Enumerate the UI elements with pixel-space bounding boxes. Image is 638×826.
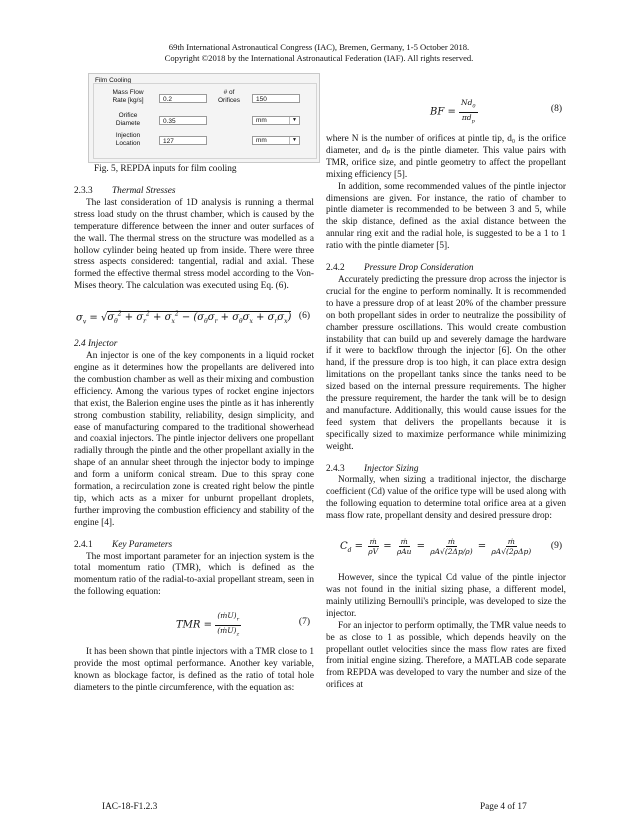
chevron-down-icon: ▼ (289, 117, 299, 124)
pressure-drop-paragraph: Accurately predicting the pressure drop across the injector is crucial for the engine to perform nominally. It is recommended to have a pressure drop of at least 20% of the chamber pressure on both propellant sides in order to neutralize the possibility of chamber pressure oscillations. This would create combustion instability that can build up and severely damage the hardware if it were to backflow through the injector [6]. On the other hand, if the pressure drop is too high, it can place extra design limitations on the propellant tanks since the tanks need to be sized based on the internal pressure requirements. The higher the pressure requirement, the harder the tank will be to design and manufacture. Additionally, this would cause issues for the feed system that delivers the propellants because it is specifically sized to maximize performance while minimizing weight. (326, 274, 566, 452)
equation-8: BF = $\frac{Nd_0}{\pi d_p}$ (8) (430, 98, 562, 124)
film-cooling-panel (88, 73, 320, 163)
section-2-4-heading: 2.4 Injector (74, 339, 118, 350)
blockage-factor-paragraph: where N is the number of orifices at pintle tip, d₀ is the orifice diameter, and dₚ is the pintle diameter. This value pairs with TMR, orifice size, and pintle geometry to affect the propellant mixing efficiency [5]. (326, 134, 566, 180)
film-cooling-group-title: Film Cooling (95, 77, 132, 84)
figure-caption: Fig. 5, REPDA inputs for film cooling (94, 164, 237, 174)
conference-header-line-1: 69th International Astronautical Congress (IAC), Bremen, Germany, 1-5 October 2018. (168, 42, 470, 52)
mass-flow-input[interactable]: 0.2 (159, 94, 207, 103)
footer-paper-id: IAC-18-F1.2.3 (102, 802, 158, 812)
orifice-diameter-label: Orifice Diamete (115, 112, 141, 127)
injector-sizing-paragraph: Normally, when sizing a traditional injector, the discharge coefficient (Cd) value of the orifice type will be used along with the following equation to determine total orifice area at a given mass flow rate, propellant density and desired pressure drop: (326, 475, 566, 522)
section-2-4-2-heading: 2.4.2 Pressure Drop Consideration (326, 263, 474, 274)
key-parameters-paragraph: The most important parameter for an injection system is the total momentum ratio (TMR), which is defined as the momentum ratio of the radial-to-axial propellant stream, seen in the following equation: (74, 551, 314, 598)
injection-location-input[interactable]: 127 (159, 136, 207, 145)
mass-flow-label: Mass Flow Rate [kg/s] (112, 89, 144, 104)
injection-location-label: Injection Location (115, 132, 141, 147)
section-2-4-1-heading: 2.4.1 Key Parameters (74, 539, 173, 550)
pintle-dimensions-paragraph: In addition, some recommended values of the pintle injector dimensions are given. For instance, the ratio of chamber to pintle diameter is recommended to be between 3 and 5, while the skip distance, defined as the axial distance between the annular ring exit and the radial hole, is suggested to be a 1 to 1 ratio with the pintle diameter [5]. (326, 181, 566, 252)
chevron-down-icon: ▼ (289, 137, 299, 144)
injector-paragraph: An injector is one of the key components in a liquid rocket engine as it determines how the propellants are delivered into the combustion chamber as well as their mixing and combustion efficiency. Among the various types of rocket engine injectors that exist, the Balerion engine uses the pintle as it has inherently strong combustion stability, reliability, design simplicity, and ease of manufacturing compared to the traditional showerhead and coaxial injectors. The pintle injector delivers one propellant radially through the pintle and the other propellant axially in the shape of an annular sheet through the injector body to impinge and form a uniform conical stream. Due to this spray cone formation, a recirculation zone is created right below the pintle tip, which acts as a mixer for unburnt propellant droplets, further improving the combustion efficiency and stability of the engine [4]. (74, 351, 314, 528)
footer-page-number: Page 4 of 17 (480, 802, 527, 812)
tmr-paragraph: It has been shown that pintle injectors with a TMR close to 1 provide the most optimal performance. Another key variable, known as blockage factor, is defined as the ratio of total hole diameters to the pintle circumference, with the equation as: (74, 647, 314, 693)
orifices-input[interactable]: 150 (252, 94, 300, 103)
section-2-3-3-heading: 2.3.3 Thermal Stresses (74, 186, 176, 196)
injection-location-unit-select[interactable]: mm ▼ (252, 136, 300, 145)
tmr-optimization-paragraph: For an injector to perform optimally, the TMR value needs to be as close to 1 as possible, which depends heavily on the propellant outlet velocities since the mass flow rates are fixed from initial engine sizing. Therefore, a MATLAB code separate from REPDA was developed to vary the number and size of the orifices at (326, 620, 566, 691)
orifices-label: # of Orifices (217, 89, 241, 104)
section-2-4-3-heading: 2.4.3 Injector Sizing (326, 463, 419, 474)
cd-value-paragraph: However, since the typical Cd value of the pintle injector was not found in the initial sizing phase, a different model, mainly utilizing Bernoulli's principle, was developed to size the injector. (326, 573, 566, 619)
equation-7: TMR = $\frac{(ṁU)_r}{(ṁU)_z}$ (7) (176, 611, 310, 638)
orifice-diameter-unit-select[interactable]: mm ▼ (252, 116, 300, 125)
equation-9: $C_d$ = $\frac{\text{ṁ}}{\rho V}$ = $\frac{\text{ṁ}}{\text{ρAu}}$ = $\frac{\text{ṁ}}{\rho A√(2\Delta p/\rho)}$ = $\frac{\text{ṁ}}{\text{ρA√(2ρΔp)}}$ (9) (340, 537, 562, 557)
orifice-diameter-input[interactable]: 0.35 (159, 116, 207, 125)
thermal-stress-paragraph: The last consideration of 1D analysis is running a thermal stress load study on the thrust chamber, which is caused by the temperature difference between the inner and outer surfaces of the wall. The thermal stress on the structure was modelled as a hollow cylinder being heated up from inside. There were three stress aspects considered: tangential, radial and axial. These formed the effective thermal stress model according to the Von-Mises theory. The calculation was executed using Eq. (6). (74, 197, 314, 292)
copyright-header-line-2: Copyright ©2018 by the International Astronautical Federation (IAF). All rights reserved. (164, 53, 474, 63)
equation-6: $\sigma_v = √\sigma_\theta^2 + \sigma_r^2 + \sigma_x^2 - (\sigma_\theta\sigma_r + \sigma_\theta\sigma_x + \sigma_r\sigma_x)$ (6) (76, 311, 310, 326)
right-column (326, 96, 566, 692)
left-column (74, 186, 314, 695)
